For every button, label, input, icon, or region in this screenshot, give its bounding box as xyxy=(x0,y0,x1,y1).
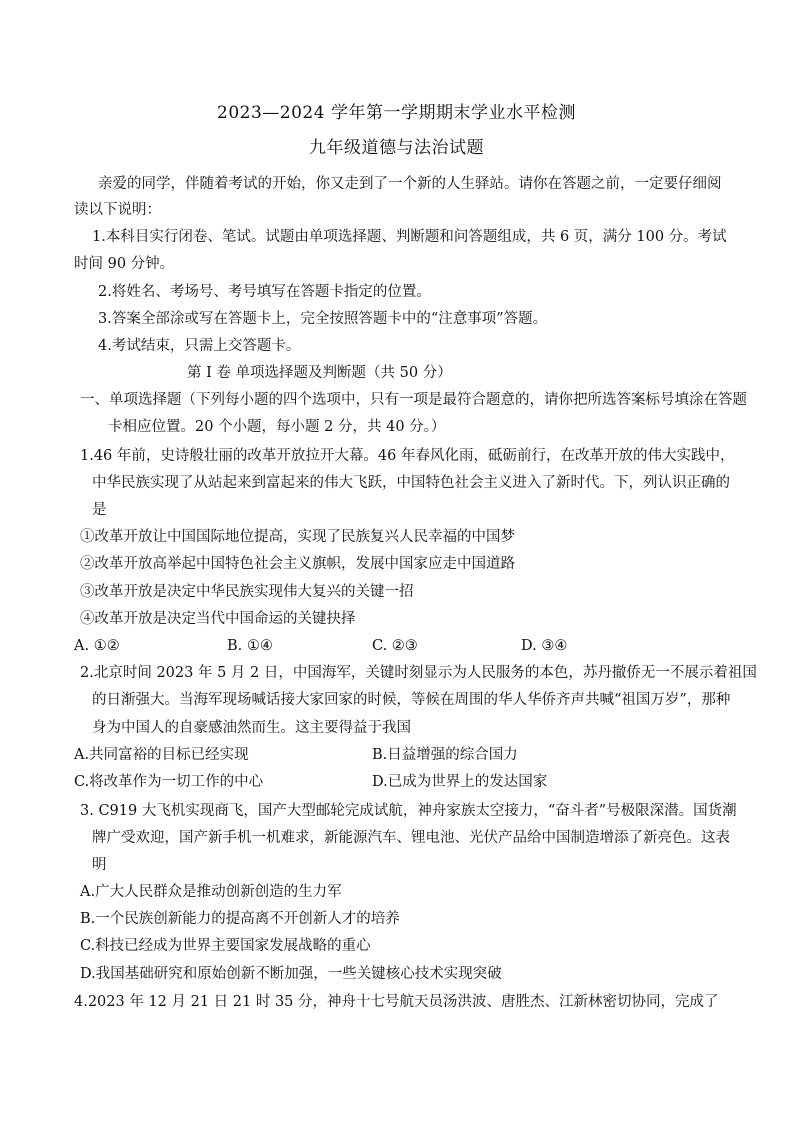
q3-option-c: C.科技已经成为世界主要国家发展战略的重心 xyxy=(80,938,371,954)
q1-option-d: D. ③④ xyxy=(521,638,568,654)
q3-option-a: A.广大人民群众是推动创新创造的生力军 xyxy=(80,884,342,900)
q3-stem-1: 3. C919 大飞机实现商飞，国产大型邮轮完成试航，神舟家族太空接力，“奋斗者”号极限深潜。国货潮 xyxy=(80,803,737,819)
q2-option-b: B.日益增强的综合国力 xyxy=(372,747,518,763)
q1-stem-1: 1.46 年前，史诗般壮丽的改革开放拉开大幕。46 年春风化雨，砥砺前行，在改革开放的伟大实践中， xyxy=(80,448,735,464)
q1-option-c: C. ②③ xyxy=(372,638,418,654)
intro-line-1: 亲爱的同学，伴随着考试的开始，你又走到了一个新的人生驿站。请你在答题之前，一定要仔细阅 xyxy=(98,176,722,192)
q1-option-a: A. ①② xyxy=(74,638,120,654)
q2-stem-2: 的日渐强大。当海军现场喊话接大家回家的时候，等候在周围的华人华侨齐声共喊“祖国万岁”，那种 xyxy=(92,692,731,708)
q1-statement-4: ④改革开放是决定当代中国命运的关键抉择 xyxy=(80,611,356,627)
exam-subtitle: 九年级道德与法治试题 xyxy=(309,138,484,158)
intro-line-2: 读以下说明： xyxy=(74,202,161,218)
q3-option-d: D.我国基础研究和原始创新不断加强，一些关键核心技术实现突破 xyxy=(80,966,502,982)
section1-line-1: 一、单项选择题（下列每小题的四个选项中，只有一项是最符合题意的，请你把所选答案标号填涂在答题 xyxy=(80,392,747,408)
note-1a: 1.本科目实行闭卷、笔试。试题由单项选择题、判断题和问答题组成，共 6 页，满分 100 分。考试 xyxy=(92,229,727,245)
q2-stem-1: 2.北京时间 2023 年 5 月 2 日，中国海军，关键时刻显示为人民服务的本色，苏丹撤侨无一不展示着祖国 xyxy=(80,665,757,681)
q1-statement-3: ③改革开放是决定中华民族实现伟大复兴的关键一招 xyxy=(80,584,414,600)
part1-heading: 第 Ⅰ 卷 单项选择题及判断题（共 50 分） xyxy=(187,365,452,381)
section1-line-2: 卡相应位置。20 个小题，每小题 2 分，共 40 分。） xyxy=(108,419,446,435)
note-2: 2.将姓名、考场号、考号填写在答题卡指定的位置。 xyxy=(98,284,431,300)
q1-statement-2: ②改革开放高举起中国特色社会主义旗帜，发展中国家应走中国道路 xyxy=(80,556,515,572)
q3-option-b: B.一个民族创新能力的提高离不开创新人才的培养 xyxy=(80,911,400,927)
q3-stem-2: 牌广受欢迎，国产新手机一机难求，新能源汽车、锂电池、光伏产品给中国制造增添了新亮色。这表 xyxy=(92,830,730,846)
q3-stem-3: 明 xyxy=(92,857,107,873)
note-3: 3.答案全部涂或写在答题卡上，完全按照答题卡中的“注意事项”答题。 xyxy=(98,311,548,327)
note-1b: 时间 90 分钟。 xyxy=(74,256,175,272)
q2-stem-3: 身为中国人的自豪感油然而生。这主要得益于我国 xyxy=(92,720,411,736)
q1-stem-2: 中华民族实现了从站起来到富起来的伟大飞跃，中国特色社会主义进入了新时代。下，列认识正确的 xyxy=(92,475,730,491)
q2-option-a: A.共同富裕的目标已经实现 xyxy=(74,747,249,763)
q1-option-b: B. ①④ xyxy=(227,638,273,654)
q1-stem-3: 是 xyxy=(92,502,107,518)
q2-option-d: D.已成为世界上的发达国家 xyxy=(372,774,548,790)
note-4: 4.考试结束，只需上交答题卡。 xyxy=(98,338,301,354)
q4-stem-1: 4.2023 年 12 月 21 日 21 时 35 分，神舟十七号航天员汤洪波、唐胜杰、江新林密切协同，完成了 xyxy=(74,994,719,1010)
q1-statement-1: ①改革开放让中国国际地位提高，实现了民族复兴人民幸福的中国梦 xyxy=(80,529,515,545)
exam-title: 2023—2024 学年第一学期期末学业水平检测 xyxy=(217,103,576,123)
q2-option-c: C.将改革作为一切工作的中心 xyxy=(74,774,264,790)
